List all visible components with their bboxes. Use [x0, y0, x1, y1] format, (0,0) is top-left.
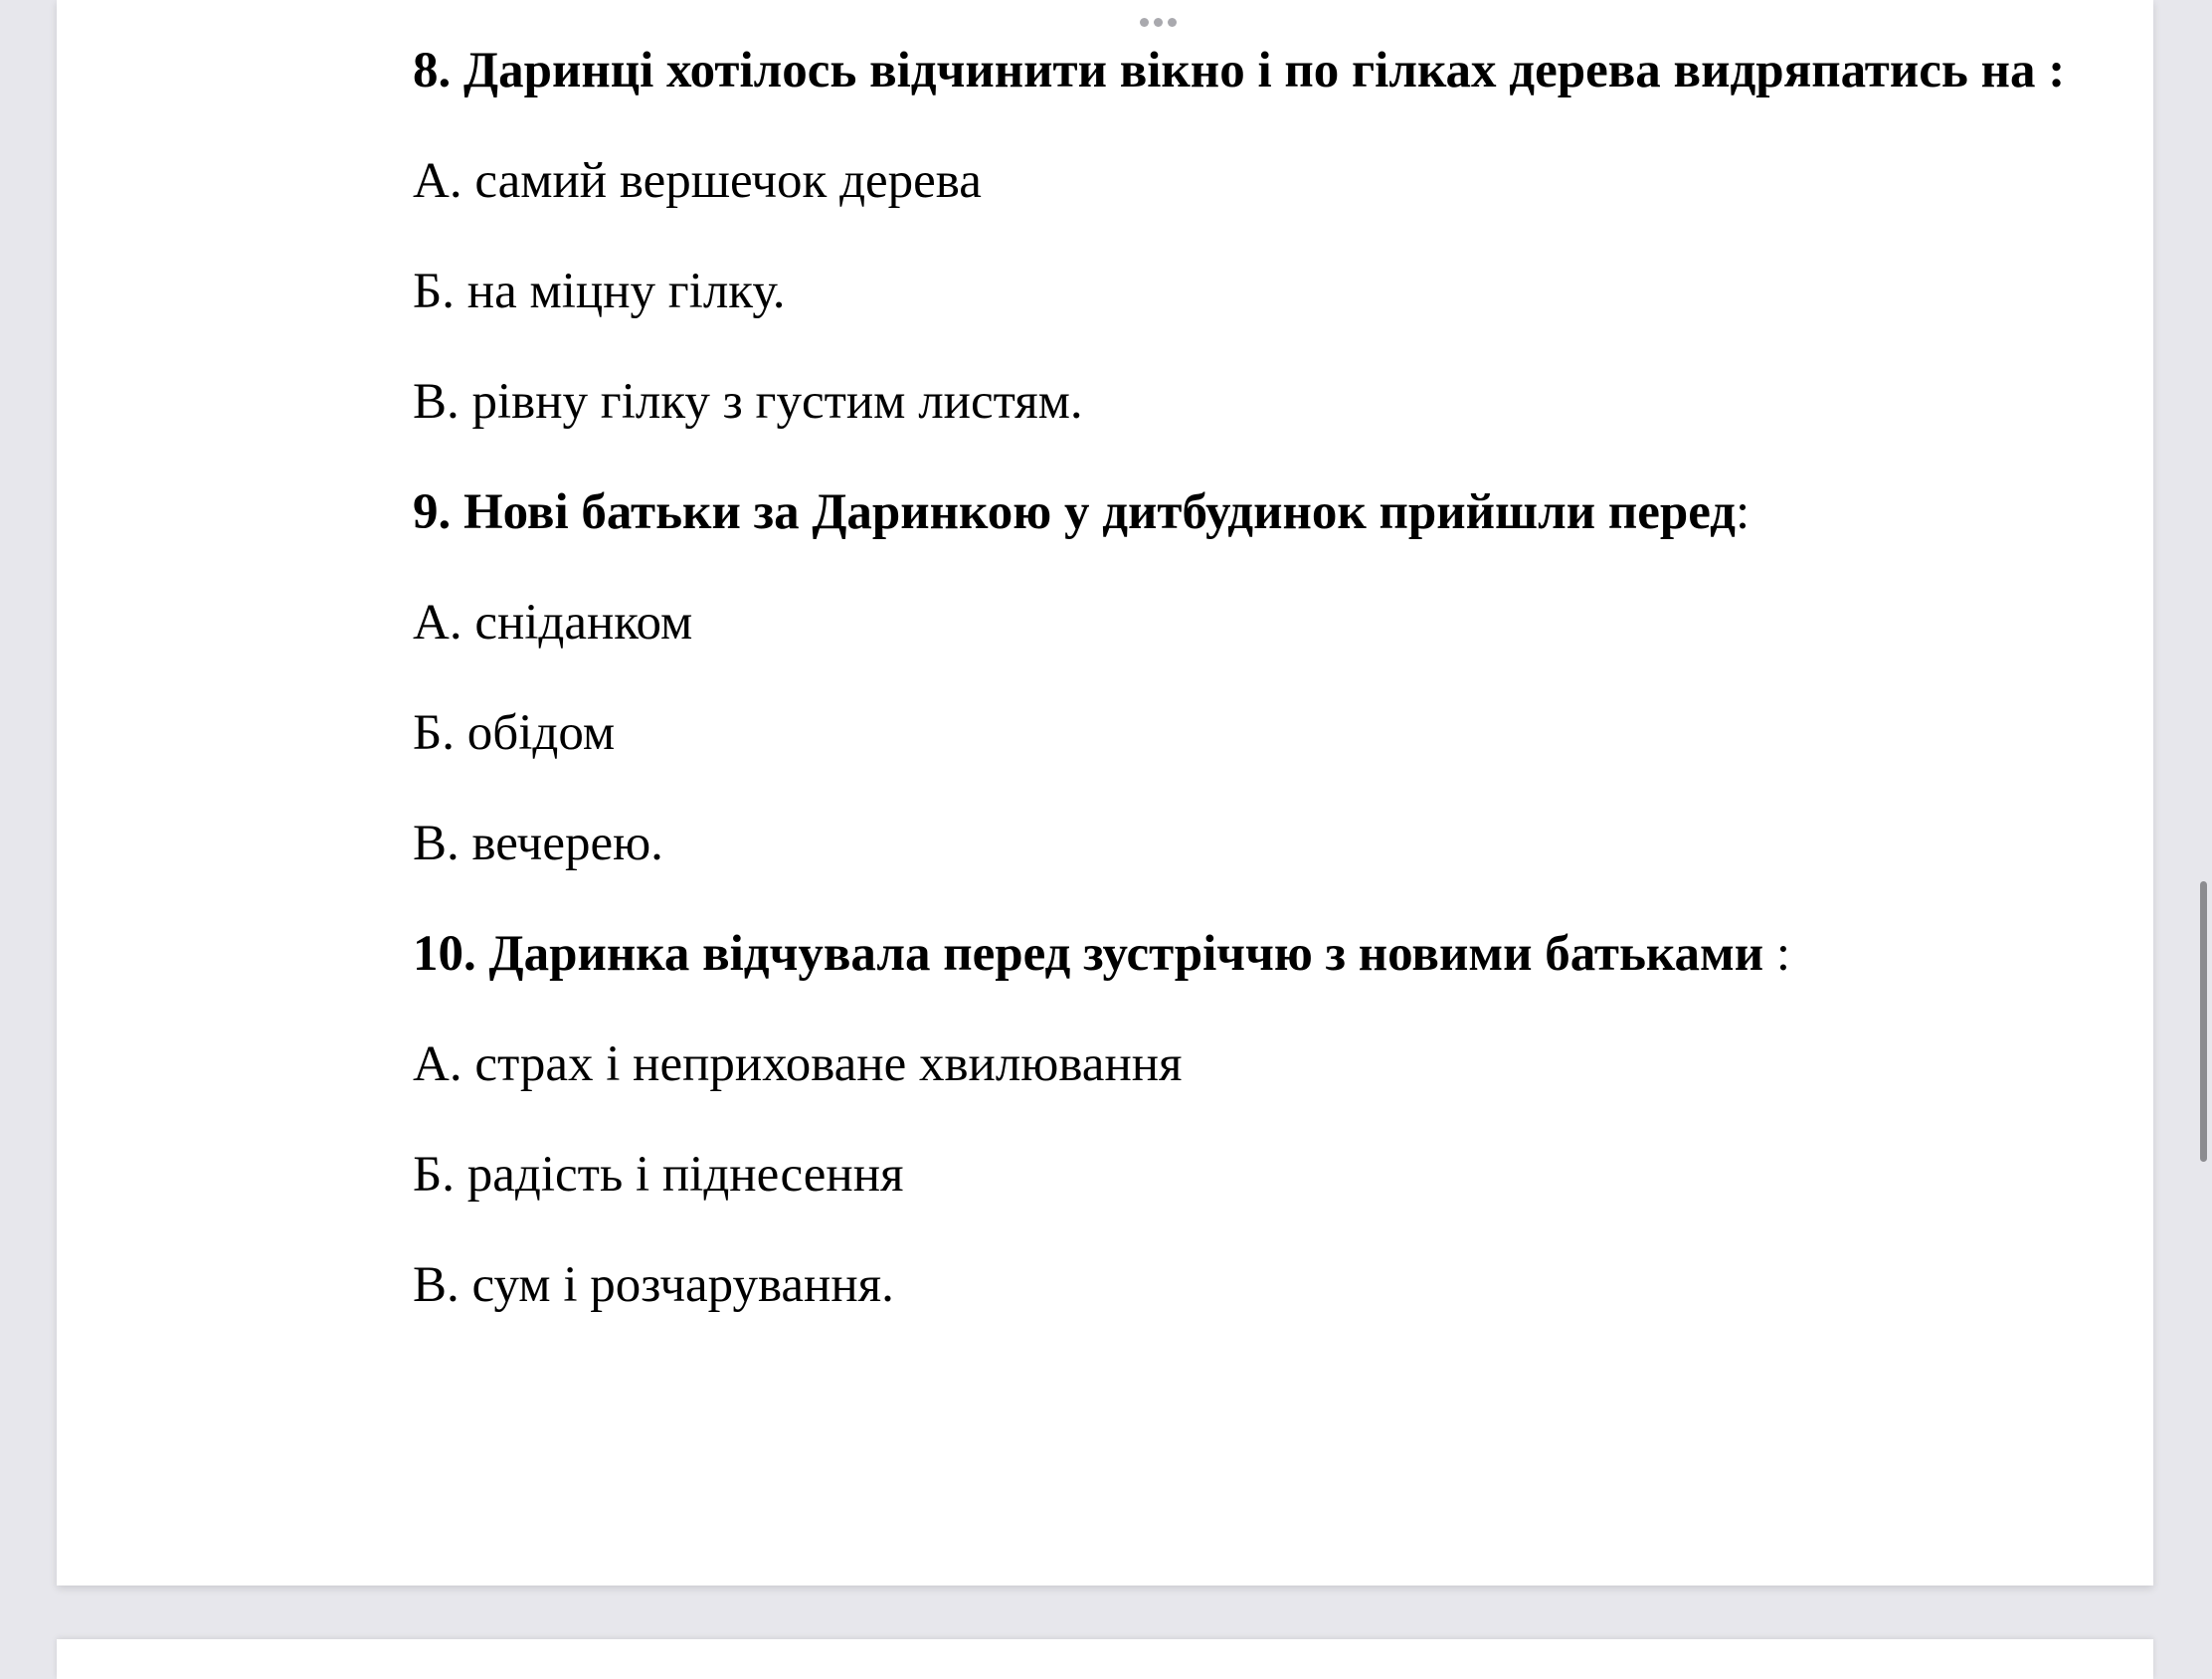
question-8-text: 8. Даринці хотілось відчинити вікно і по гілках дерева видряпатись на : [413, 43, 2066, 98]
question-9-text: 9. Нові батьки за Даринкою у дитбудинок прийшли перед [413, 484, 1736, 540]
question-10-tail: : [1763, 926, 1791, 982]
next-document-page [57, 1639, 2153, 1679]
question-9-option-a: А. сніданком [413, 595, 693, 651]
more-dots-icon[interactable] [1140, 18, 1177, 27]
question-9 [413, 475, 2183, 550]
question-9-option-c: В. вечерею. [413, 816, 663, 871]
question-8-option-c: В. рівну гілку з густим листям. [413, 374, 1083, 430]
question-8-option-b: Б. на міцну гілку. [413, 264, 786, 319]
question-9-tail: : [1735, 484, 1751, 540]
dot [1140, 18, 1149, 27]
question-8-option-a: А. самий вершечок дерева [413, 153, 982, 209]
document-content [413, 34, 2183, 1323]
question-10 [413, 917, 2183, 992]
dot [1154, 18, 1163, 27]
question-10-option-a: А. страх і неприховане хвилювання [413, 1036, 1183, 1092]
question-10-option-b: Б. радість і піднесення [413, 1147, 904, 1203]
question-10-option-c: В. сум і розчарування. [413, 1257, 894, 1313]
vertical-scrollbar[interactable] [2200, 881, 2207, 1162]
question-9-option-b: Б. обідом [413, 705, 616, 761]
document-page [57, 0, 2153, 1586]
question-10-text: 10. Даринка відчувала перед зустріччю з новими батьками [413, 926, 1764, 982]
question-8 [413, 34, 2183, 108]
dot [1168, 18, 1177, 27]
